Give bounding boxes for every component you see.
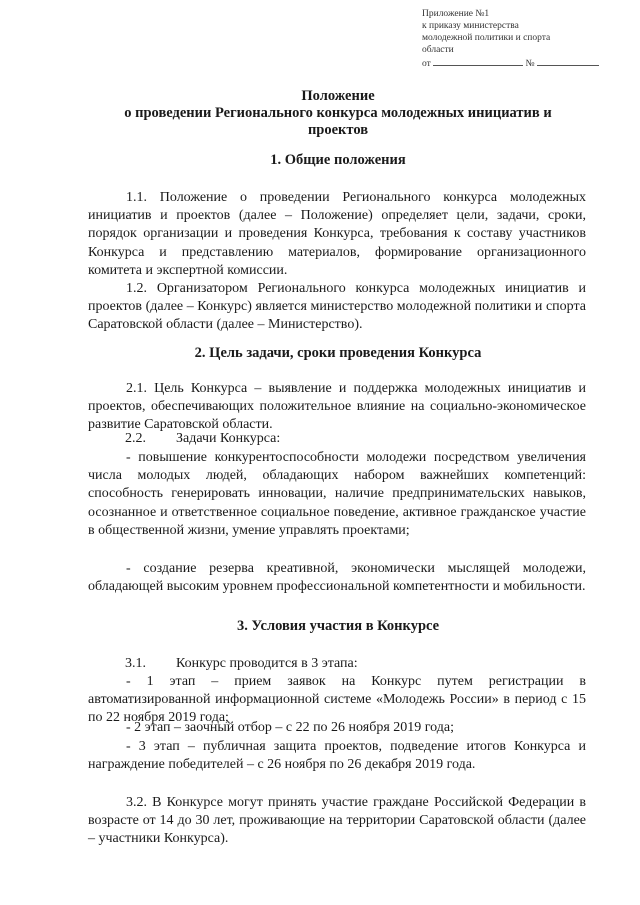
section-1-paragraph-1: 1.1. Положение о проведении Регионального конкурса молодежных инициатив и проектов (далее – Положение) определяет цели, задачи, сроки, порядок организации и проведения Конкурса, требования к составу участников Конкурса и представлению материалов, формирование организационного комитета и экспертной комиссии. [88,190,586,278]
document-title [88,88,588,139]
item-number: 3.1. [125,656,146,671]
section-2-dash-2: - создание резерва креативной, экономически мыслящей молодежи, обладающей высоким уровнем профессиональной компетентности и мобильности. [88,561,586,595]
annex-line-1: Приложение №1 [422,9,490,19]
section-2-paragraph-1: 2.1. Цель Конкурса – выявление и поддержка молодежных инициатив и проектов, обеспечивающих положительное влияние на социально-экономическое развитие Саратовской области. [88,381,586,433]
annex-line-4: области [422,45,454,55]
annex-line-3: молодежной политики и спорта [422,33,551,43]
annex-date-blank [433,56,523,66]
section-3-dash-1: - 1 этап – прием заявок на Конкурс путем регистрации в автоматизированной информационной системе «Молодежь России» в период с 15 по 22 ноября 2019 года; [88,674,586,726]
annex-number-label: № [525,59,535,69]
section-3-dash-3: - 3 этап – публичная защита проектов, подведение итогов Конкурса и награждение победителей – с 26 ноября по 26 декабря 2019 года. [88,739,586,773]
annex-line-5 [422,56,622,70]
item-number: 2.2. [125,431,146,446]
section-2-item-2-2 [88,430,586,449]
section-2-heading: 2. Цель задачи, сроки проведения Конкурса [194,345,482,361]
annex-number-blank [537,56,599,66]
title-line-3: проектов [307,122,369,138]
annex-date-label: от [422,59,431,69]
section-3-item-3-1 [88,655,586,674]
item-text: Задачи Конкурса: [176,431,281,446]
annex-line-2: к приказу министерства [422,21,519,31]
annex-block [422,8,622,70]
section-3-heading: 3. Условия участия в Конкурсе [236,618,440,634]
section-3-dash-2: - 2 этап – заочный отбор – с 22 по 26 ноября 2019 года; [126,720,455,735]
item-text: Конкурс проводится в 3 этапа: [176,656,358,671]
section-1-heading: 1. Общие положения [270,152,406,168]
section-1-paragraph-2: 1.2. Организатором Регионального конкурса молодежных инициатив и проектов (далее – Конкурс) является министерство молодежной политики и спорта Саратовской области (далее – Министерство). [88,281,586,333]
section-3-paragraph-2: 3.2. В Конкурсе могут принять участие граждане Российской Федерации в возрасте от 14 до 30 лет, проживающие на территории Саратовской области (далее – участники Конкурса). [88,795,586,847]
title-line-2: о проведении Регионального конкурса молодежных инициатив и [124,105,552,121]
title-line-1: Положение [301,88,375,104]
section-2-dash-1: - повышение конкурентоспособности молодежи посредством увеличения числа молодых людей, обладающих набором важнейших компетенций: способность генерировать инновации, наличие предпринимательских навыков, осознанное и ответственное социальное поведение, активное гражданское участие в общественной жизни, умение управлять проектами; [88,450,586,538]
